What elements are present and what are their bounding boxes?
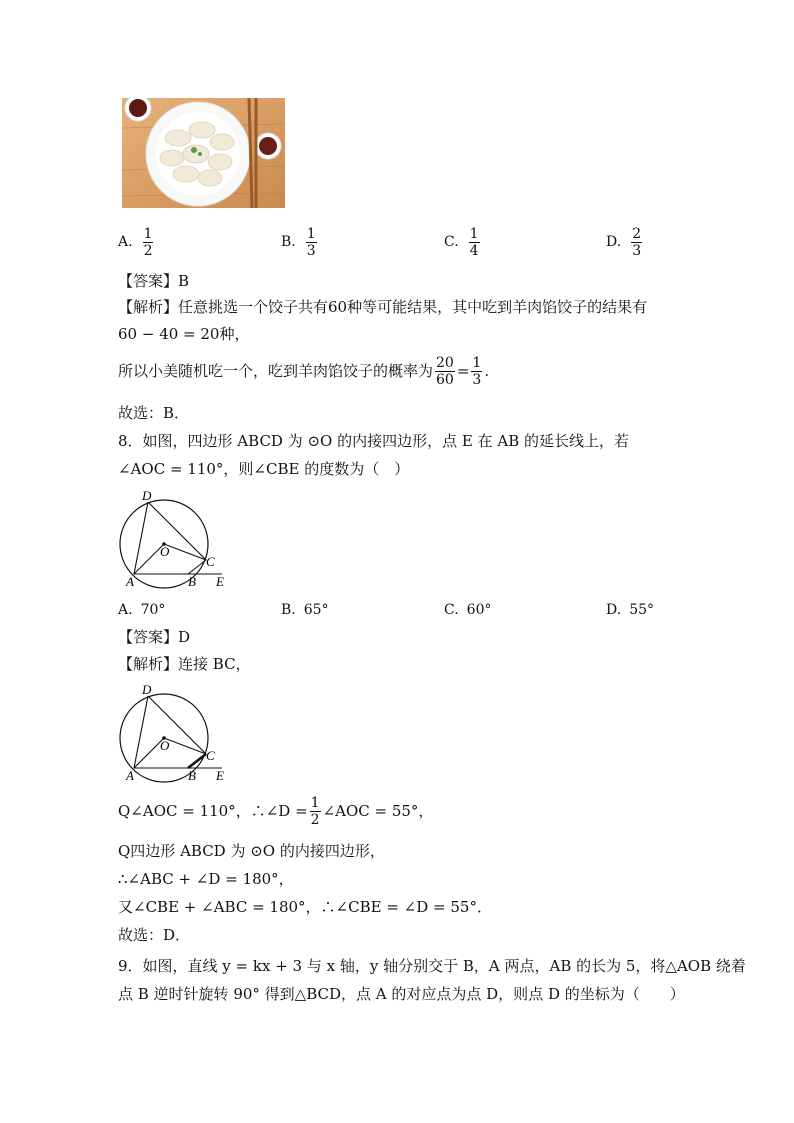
q8-stem-line-1: 8．如图，四边形 ABCD 为 ⊙O 的内接四边形，点 E 在 AB 的延长线上，若 — [118, 432, 629, 450]
fraction: $\frac{20}{60}$ — [436, 354, 454, 388]
q7-option-b[interactable]: B. $\frac{1}{3}$ — [281, 225, 316, 259]
q8-figure — [118, 486, 234, 590]
label-o: O — [160, 738, 170, 753]
q8-stem-line-2: ∠AOC = 110°，则∠CBE 的度数为（ ） — [118, 460, 410, 478]
fraction: $\frac{1}{3}$ — [472, 354, 482, 388]
label-c: C — [206, 748, 215, 763]
label-d: D — [142, 488, 152, 503]
label-c: C — [206, 554, 215, 569]
fraction: $\frac{1}{4}$ — [469, 225, 479, 259]
q7-option-c[interactable]: C. $\frac{1}{4}$ — [444, 225, 479, 259]
label-e: E — [216, 768, 224, 783]
q8-option-b[interactable]: B. 65° — [281, 602, 329, 618]
label-o: O — [160, 544, 170, 559]
fraction: $\frac{1}{2}$ — [310, 794, 320, 828]
dumplings-photo — [122, 98, 285, 208]
q7-option-d[interactable]: D. $\frac{2}{3}$ — [606, 225, 642, 259]
q7-options — [118, 222, 678, 262]
q8-option-d[interactable]: D. 55° — [606, 602, 655, 618]
q8-choose: 故选：D． — [118, 926, 191, 944]
label-b: B — [188, 574, 196, 589]
fraction: $\frac{2}{3}$ — [632, 225, 642, 259]
q9-stem-line-1: 9．如图，直线 y = kx + 3 与 x 轴，y 轴分别交于 B，A 两点，AB 的长为 5，将△AOB 绕着 — [118, 957, 746, 975]
label-b: B — [188, 768, 196, 783]
dumplings-photo-icon — [122, 98, 285, 208]
label-e: E — [216, 574, 224, 589]
q7-option-a[interactable]: A. $\frac{1}{2}$ — [118, 225, 153, 259]
q8-analysis-figure — [118, 680, 234, 784]
fraction: $\frac{1}{3}$ — [306, 225, 316, 259]
q7-choose: 故选：B． — [118, 404, 190, 422]
q7-analysis-line-3: 所以小美随机吃一个，吃到羊肉馅饺子的概率为 $\frac{20}{60}$ = $\frac{1}{3}$ . — [118, 354, 490, 388]
q8-option-a[interactable]: A. 70° — [118, 602, 166, 618]
q7-answer: 【答案】B — [118, 272, 190, 290]
q8-step-3: ∴∠ABC + ∠D = 180°， — [118, 870, 294, 888]
label-a: A — [126, 768, 134, 783]
q8-option-c[interactable]: C. 60° — [444, 602, 492, 618]
q7-analysis-line-1: 【解析】任意挑选一个饺子共有60种等可能结果，其中吃到羊肉馅饺子的结果有 — [118, 298, 648, 316]
q8-analysis-line-1: 【解析】连接 BC， — [118, 655, 251, 673]
q9-stem-line-2: 点 B 逆时针旋转 90° 得到△BCD，点 A 的对应点为点 D，则点 D 的坐标为（ ） — [118, 985, 685, 1003]
label-a: A — [126, 574, 134, 589]
q8-options — [118, 590, 678, 630]
label-d: D — [142, 682, 152, 697]
q8-step-4: 又∠CBE + ∠ABC = 180°，∴∠CBE = ∠D = 55°． — [118, 898, 492, 916]
q7-analysis-line-2: 60 − 40 = 20种， — [118, 325, 250, 343]
q8-step-1: Q∠AOC = 110°，∴∠D = $\frac{1}{2}$ ∠AOC = 55°， — [118, 794, 434, 828]
q8-answer: 【答案】D — [118, 628, 191, 646]
fraction: $\frac{1}{2}$ — [143, 225, 153, 259]
q8-step-2: Q四边形 ABCD 为 ⊙O 的内接四边形， — [118, 842, 385, 860]
